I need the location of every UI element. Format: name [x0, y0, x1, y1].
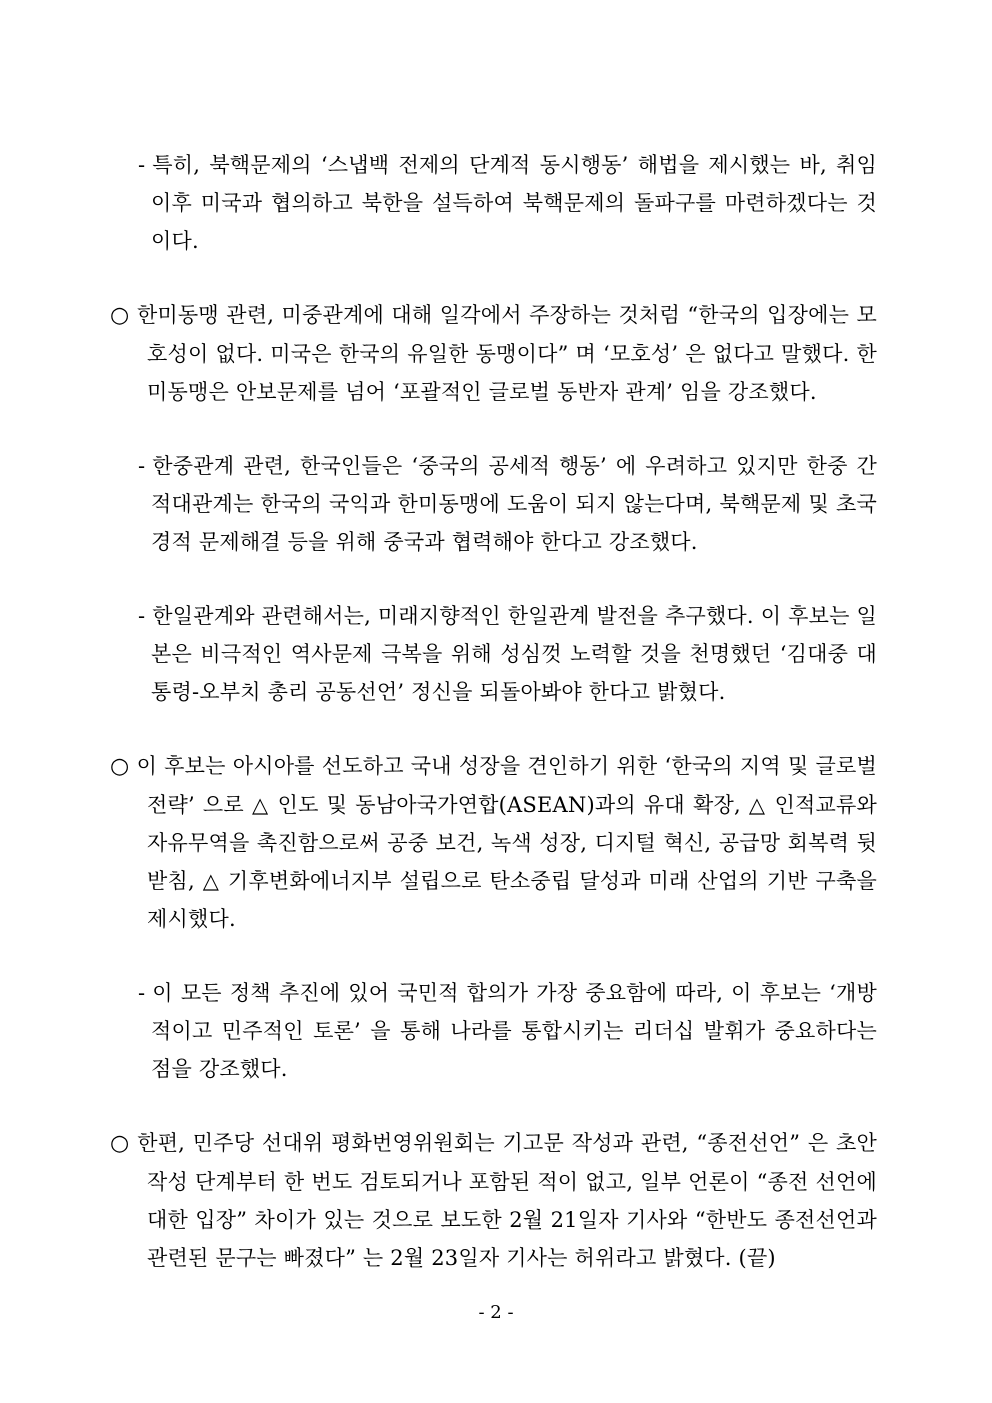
circle-bullet: ○ — [110, 303, 130, 328]
paragraph-text: 한일관계와 관련해서는, 미래지향적인 한일관계 발전을 추구했다. 이 후보는 일본은 비극적인 역사문제 극복을 위해 성심껏 노력할 것을 천명했던 ‘김대중 대통령-오부치 총리 공동선언’ 정신을 되돌아봐야 한다고 밝혔다. — [151, 604, 877, 704]
paragraph-text: 한중관계 관련, 한국인들은 ‘중국의 공세적 행동’ 에 우려하고 있지만 한중 간 적대관계는 한국의 국익과 한미동맹에 도움이 되지 않는다며, 북핵문제 및 초국경적 문제해결 등을 위해 중국과 협력해야 한다고 강조했다. — [151, 454, 877, 554]
paragraph-national-consensus — [0, 974, 992, 1088]
circle-bullet: ○ — [110, 1131, 131, 1156]
page-footer — [0, 1300, 992, 1326]
paragraph-korea-japan-relations — [0, 597, 992, 711]
dash-bullet: - — [138, 604, 146, 628]
dash-bullet: - — [138, 454, 146, 478]
paragraph-text: 이 모든 정책 추진에 있어 국민적 합의가 가장 중요함에 따라, 이 후보는 ‘개방적이고 민주적인 토론’ 을 통해 나라를 통합시키는 리더십 발휘가 중요하다는 점을 강조했다. — [151, 981, 877, 1081]
paragraph-korea-us-alliance — [0, 296, 992, 411]
page-number: - 2 - — [478, 1302, 514, 1323]
document-content — [0, 146, 992, 1313]
dash-bullet: - — [138, 153, 146, 177]
dash-bullet: - — [138, 981, 146, 1005]
paragraph-end-of-war-declaration — [0, 1124, 992, 1277]
paragraph-text: 한편, 민주당 선대위 평화번영위원회는 기고문 작성과 관련, “종전선언” 은 초안 작성 단계부터 한 번도 검토되거나 포함된 적이 없고, 일부 언론이 “종전 선언에 대한 입장” 차이가 있는 것으로 보도한 2월 21일자 기사와 “한반도 종전선언과 관련된 문구는 빠졌다” 는 2월 23일자 기사는 허위라고 밝혔다. (끝) — [137, 1131, 877, 1270]
paragraph-korea-china-relations — [0, 447, 992, 561]
paragraph-text: 특히, 북핵문제의 ‘스냅백 전제의 단계적 동시행동’ 해법을 제시했는 바, 취임 이후 미국과 협의하고 북한을 설득하여 북핵문제의 돌파구를 마련하겠다는 것이다. — [151, 153, 877, 253]
paragraph-regional-global-strategy — [0, 747, 992, 938]
circle-bullet: ○ — [110, 754, 130, 779]
paragraph-text: 이 후보는 아시아를 선도하고 국내 성장을 견인하기 위한 ‘한국의 지역 및 글로벌 전략’ 으로 △ 인도 및 동남아국가연합(ASEAN)과의 유대 확장, △ 인적교류와 자유무역을 촉진함으로써 공중 보건, 녹색 성장, 디지털 혁신, 공급망 회복력 뒷받침, △ 기후변화에너지부 설립으로 탄소중립 달성과 미래 산업의 기반 구축을 제시했다. — [136, 754, 877, 931]
paragraph-snapback-solution — [0, 146, 992, 260]
paragraph-text: 한미동맹 관련, 미중관계에 대해 일각에서 주장하는 것처럼 “한국의 입장에는 모호성이 없다. 미국은 한국의 유일한 동맹이다” 며 ‘모호성’ 은 없다고 말했다. 한미동맹은 안보문제를 넘어 ‘포괄적인 글로벌 동반자 관계’ 임을 강조했다. — [136, 303, 877, 404]
